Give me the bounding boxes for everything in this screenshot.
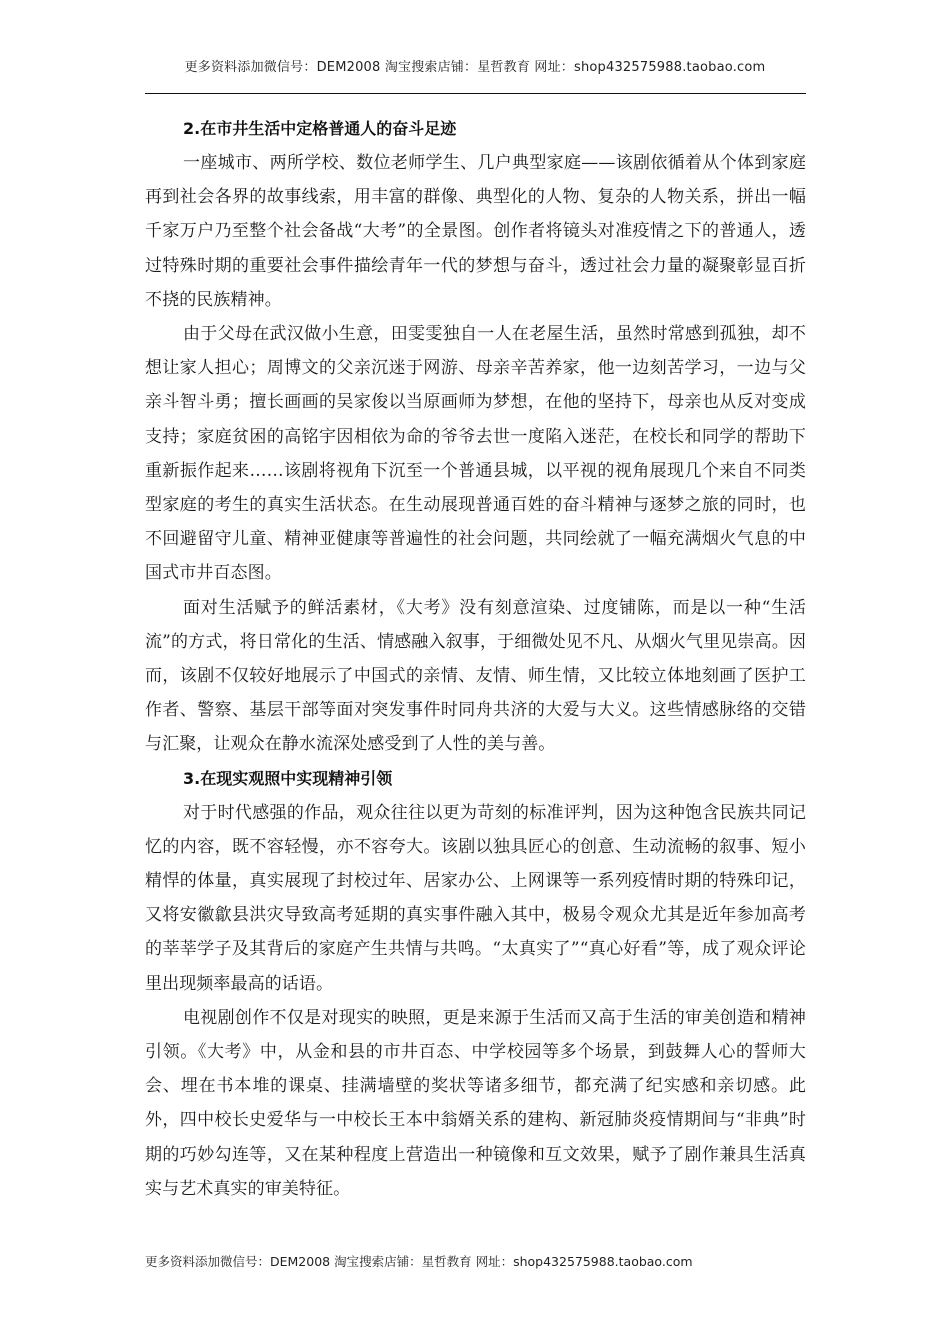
paragraph: 对于时代感强的作品，观众往往以更为苛刻的标准评判，因为这种饱含民族共同记忆的内容，既不容轻慢，亦不容夸大。该剧以独具匠心的创意、生动流畅的叙事、短小精悍的体量，真实展现了封校过年、居家办公、上网课等一系列疫情时期的特殊印记，又将安徽歙县洪灾导致高考延期的真实事件融入其中，极易令观众尤其是近年参加高考的莘莘学子及其背后的家庭产生共情与共鸣。“太真实了”“真心好看”等，成了观众评论里出现频率最高的话语。 bbox=[145, 802, 806, 994]
paragraph: 由于父母在武汉做小生意，田雯雯独自一人在老屋生活，虽然时常感到孤独，却不想让家人担心；周博文的父亲沉迷于网游、母亲辛苦养家，他一边刻苦学习，一边与父亲斗智斗勇；擅长画画的吴家俊以当原画师为梦想，在他的坚持下，母亲也从反对变成支持；家庭贫困的高铭宇因相依为命的爷爷去世一度陷入迷茫，在校长和同学的帮助下重新振作起来……该剧将视角下沉至一个普通县城，以平视的视角展现几个来自不同类型家庭的考生的真实生活状态。在生动展现普通百姓的奋斗精神与逐梦之旅的同时，也不回避留守儿童、精神亚健康等普遍性的社会问题，共同绘就了一幅充满烟火气息的中国式市井百态图。 bbox=[145, 324, 806, 584]
section-heading-2: 2.在市井生活中定格普通人的奋斗足迹 bbox=[183, 119, 457, 138]
page-footer: 更多资料添加微信号：DEM2008 淘宝搜索店铺：星哲教育 网址：shop432575988.taobao.com bbox=[145, 1254, 693, 1269]
paragraph: 电视剧创作不仅是对现实的映照，更是来源于生活而又高于生活的审美创造和精神引领。《大考》中，从金和县的市井百态、中学校园等多个场景，到鼓舞人心的誓师大会、埋在书本堆的课桌、挂满墙壁的奖状等诸多细节，都充满了纪实感和亲切感。此外，四中校长史爱华与一中校长王本中翁婿关系的建构、新冠肺炎疫情期间与“非典”时期的巧妙勾连等，又在某种程度上营造出一种镜像和互文效果，赋予了剧作兼具生活真实与艺术真实的审美特征。 bbox=[145, 1007, 806, 1199]
page-header: 更多资料添加微信号：DEM2008 淘宝搜索店铺：星哲教育 网址：shop432575988.taobao.com bbox=[184, 60, 766, 75]
paragraph: 面对生活赋予的鲜活素材，《大考》没有刻意渲染、过度铺陈，而是以一种“生活流”的方式，将日常化的生活、情感融入叙事，于细微处见不凡、从烟火气里见崇高。因而，该剧不仅较好地展示了中国式的亲情、友情、师生情，又比较立体地刻画了医护工作者、警察、基层干部等面对突发事件时同舟共济的大爱与大义。这些情感脉络的交错与汇聚，让观众在静水流深处感受到了人性的美与善。 bbox=[145, 597, 806, 755]
document-body bbox=[145, 112, 806, 1206]
section-heading-3: 3.在现实观照中实现精神引领 bbox=[183, 768, 393, 788]
header-divider bbox=[145, 93, 806, 94]
paragraph: 一座城市、两所学校、数位老师学生、几户典型家庭——该剧依循着从个体到家庭再到社会各界的故事线索，用丰富的群像、典型化的人物、复杂的人物关系，拼出一幅千家万户乃至整个社会备战“大考”的全景图。创作者将镜头对准疫情之下的普通人，透过特殊时期的重要社会事件描绘青年一代的梦想与奋斗，透过社会力量的凝聚彰显百折不挠的民族精神。 bbox=[145, 153, 806, 310]
